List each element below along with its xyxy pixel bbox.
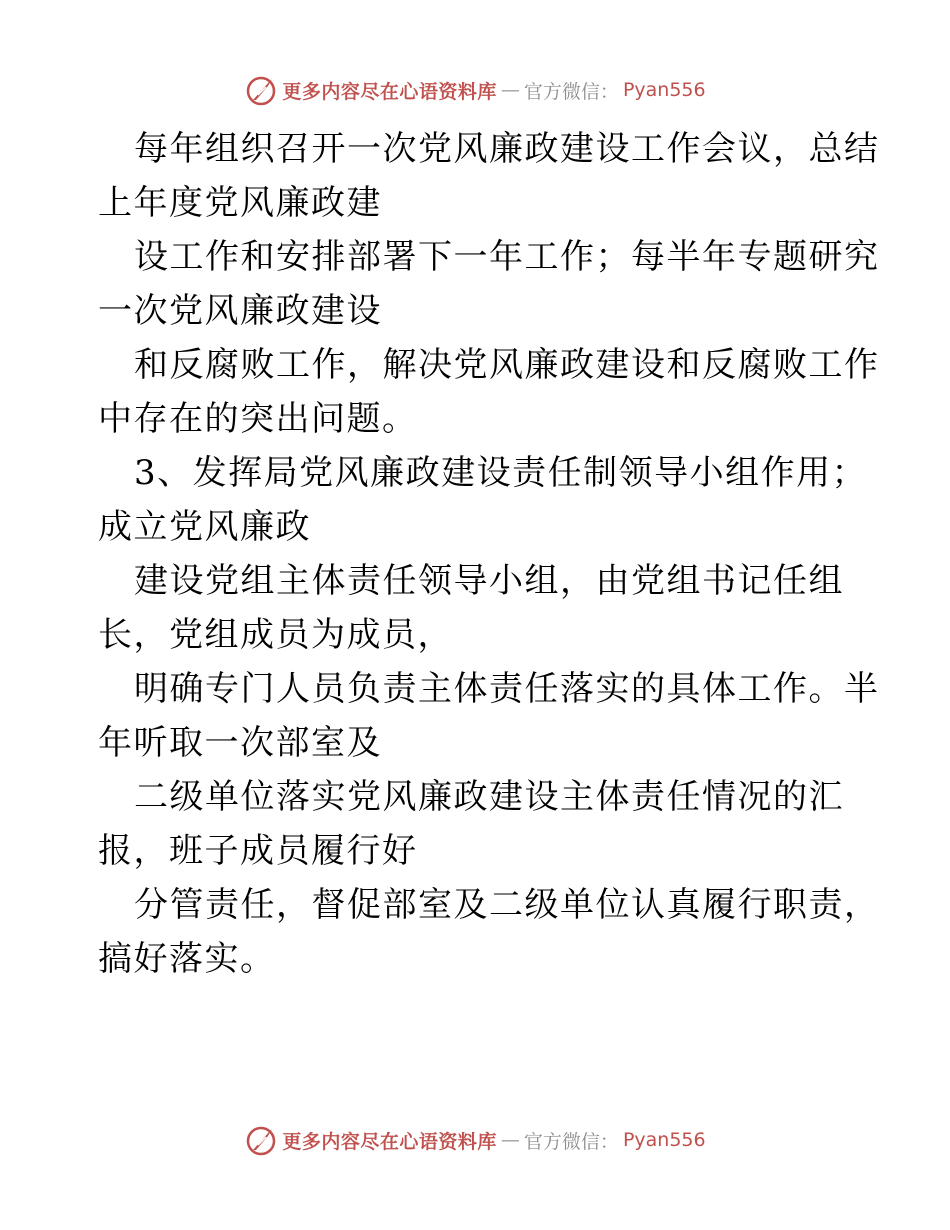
body-line: 明确专门人员负责主体责任落实的具体工作。半 bbox=[134, 669, 880, 709]
quill-logo-icon bbox=[244, 73, 278, 107]
body-line: 成立党风廉政 bbox=[98, 507, 311, 547]
body-line: 搞好落实。 bbox=[98, 939, 276, 979]
body-line: 中存在的突出问题。 bbox=[98, 399, 418, 439]
body-line: 年听取一次部室及 bbox=[98, 723, 382, 763]
watermark-text: 更多内容尽在心语资料库 bbox=[282, 80, 497, 103]
body-line: 一次党风廉政建设 bbox=[98, 291, 382, 331]
body-line: 每年组织召开一次党风廉政建设工作会议，总结 bbox=[134, 129, 880, 169]
body-line: 3、发挥局党风廉政建设责任制领导小组作用； bbox=[134, 453, 868, 493]
watermark-wechat-id: Pyan556 bbox=[622, 79, 706, 101]
watermark-separator: — bbox=[500, 1129, 520, 1151]
body-line: 建设党组主体责任领导小组，由党组书记任组 bbox=[134, 561, 844, 601]
body-line: 报，班子成员履行好 bbox=[98, 831, 418, 871]
body-line: 长，党组成员为成员， bbox=[98, 615, 453, 655]
watermark-label: 官方微信： bbox=[523, 1130, 619, 1153]
body-line: 分管责任，督促部室及二级单位认真履行职责， bbox=[134, 885, 880, 925]
watermark-wechat-id: Pyan556 bbox=[622, 1129, 706, 1151]
body-line: 设工作和安排部署下一年工作；每半年专题研究 bbox=[134, 237, 880, 277]
header-watermark bbox=[0, 72, 950, 108]
watermark-separator: — bbox=[500, 79, 520, 101]
document-body bbox=[98, 122, 880, 986]
body-line: 二级单位落实党风廉政建设主体责任情况的汇 bbox=[134, 777, 844, 817]
watermark-text: 更多内容尽在心语资料库 bbox=[282, 1130, 497, 1153]
body-line: 和反腐败工作，解决党风廉政建设和反腐败工作 bbox=[134, 345, 880, 385]
footer-watermark bbox=[0, 1122, 950, 1158]
quill-logo-icon bbox=[244, 1123, 278, 1157]
body-line: 上年度党风廉政建 bbox=[98, 183, 382, 223]
watermark-label: 官方微信： bbox=[523, 80, 619, 103]
